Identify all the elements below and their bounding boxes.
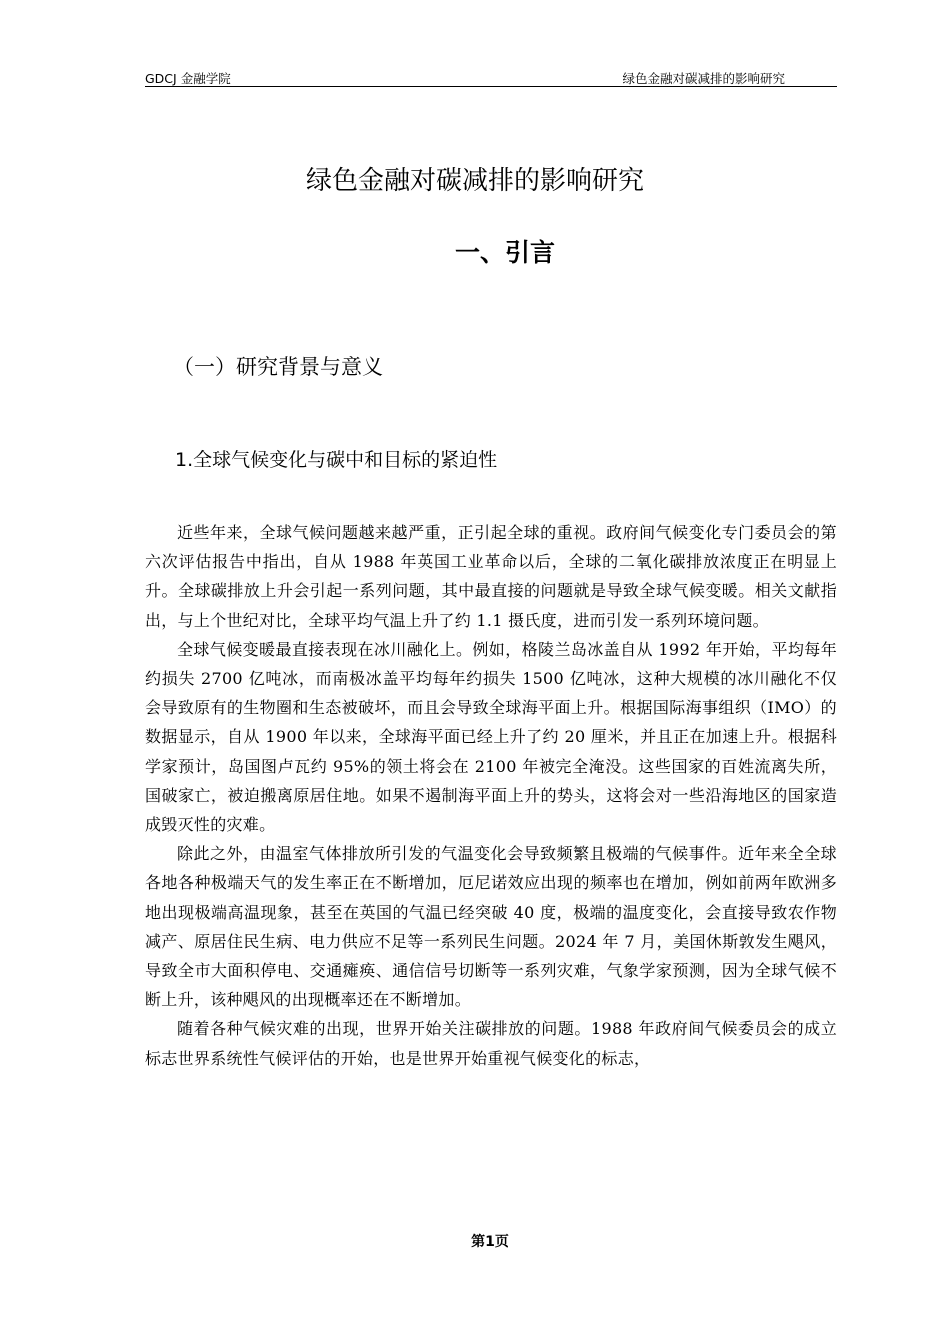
header-doc-title: 绿色金融对碳减排的影响研究 xyxy=(622,71,785,86)
page-header xyxy=(145,66,837,87)
page-number: 第1页 xyxy=(471,1234,509,1250)
header-institution: GDCJ 金融学院 xyxy=(145,71,231,86)
subsubsection-heading: 1.全球气候变化与碳中和目标的紧迫性 xyxy=(175,449,498,471)
body-text xyxy=(145,518,837,1073)
paragraph: 全球气候变暖最直接表现在冰川融化上。例如，格陵兰岛冰盖自从 1992 年开始，平均每年约损失 2700 亿吨冰，而南极冰盖平均每年约损失 1500 亿吨冰，这种大规模的冰川融化不仅会导致原有的生物圈和生态被破坏，而且会导致全球海平面上升。根据国际海事组织（IMO）的数据显示，自从 1900 年以来，全球海平面已经上升了约 20 厘米，并且正在加速上升。根据科学家预计，岛国图卢瓦约 95%的领土将会在 2100 年被完全淹没。这些国家的百姓流离失所，国破家亡，被迫搬离原居住地。如果不遏制海平面上升的势头，这将会对一些沿海地区的国家造成毁灭性的灾难。 xyxy=(145,639,837,835)
paragraph: 近些年来，全球气候问题越来越严重，正引起全球的重视。政府间气候变化专门委员会的第六次评估报告中指出，自从 1988 年英国工业革命以后，全球的二氧化碳排放浓度正在明显上升。全球碳排放上升会引起一系列问题，其中最直接的问题就是导致全球气候变暖。相关文献指出，与上个世纪对比，全球平均气温上升了约 1.1 摄氏度，进而引发一系列环境问题。 xyxy=(145,523,837,630)
document-title: 绿色金融对碳减排的影响研究 xyxy=(305,166,644,196)
paragraph: 除此之外，由温室气体排放所引发的气温变化会导致频繁且极端的气候事件。近年来全全球各地各种极端天气的发生率正在不断增加，厄尼诺效应出现的频率也在增加，例如前两年欧洲多地出现极端高温现象，甚至在英国的气温已经突破 40 度，极端的温度变化，会直接导致农作物减产、原居住民生病、电力供应不足等一系列民生问题。2024 年 7 月，美国休斯敦发生飓风，导致全市大面积停电、交通瘫痪、通信信号切断等一系列灾难，气象学家预测，因为全球气候不断上升，该种飓风的出现概率还在不断增加。 xyxy=(145,844,837,1010)
section-heading: 一、引言 xyxy=(454,238,555,267)
subsection-heading: （一）研究背景与意义 xyxy=(173,355,383,379)
paragraph: 随着各种气候灾难的出现，世界开始关注碳排放的问题。1988 年政府间气候委员会的成立标志世界系统性气候评估的开始，也是世界开始重视气候变化的标志， xyxy=(145,1019,837,1068)
